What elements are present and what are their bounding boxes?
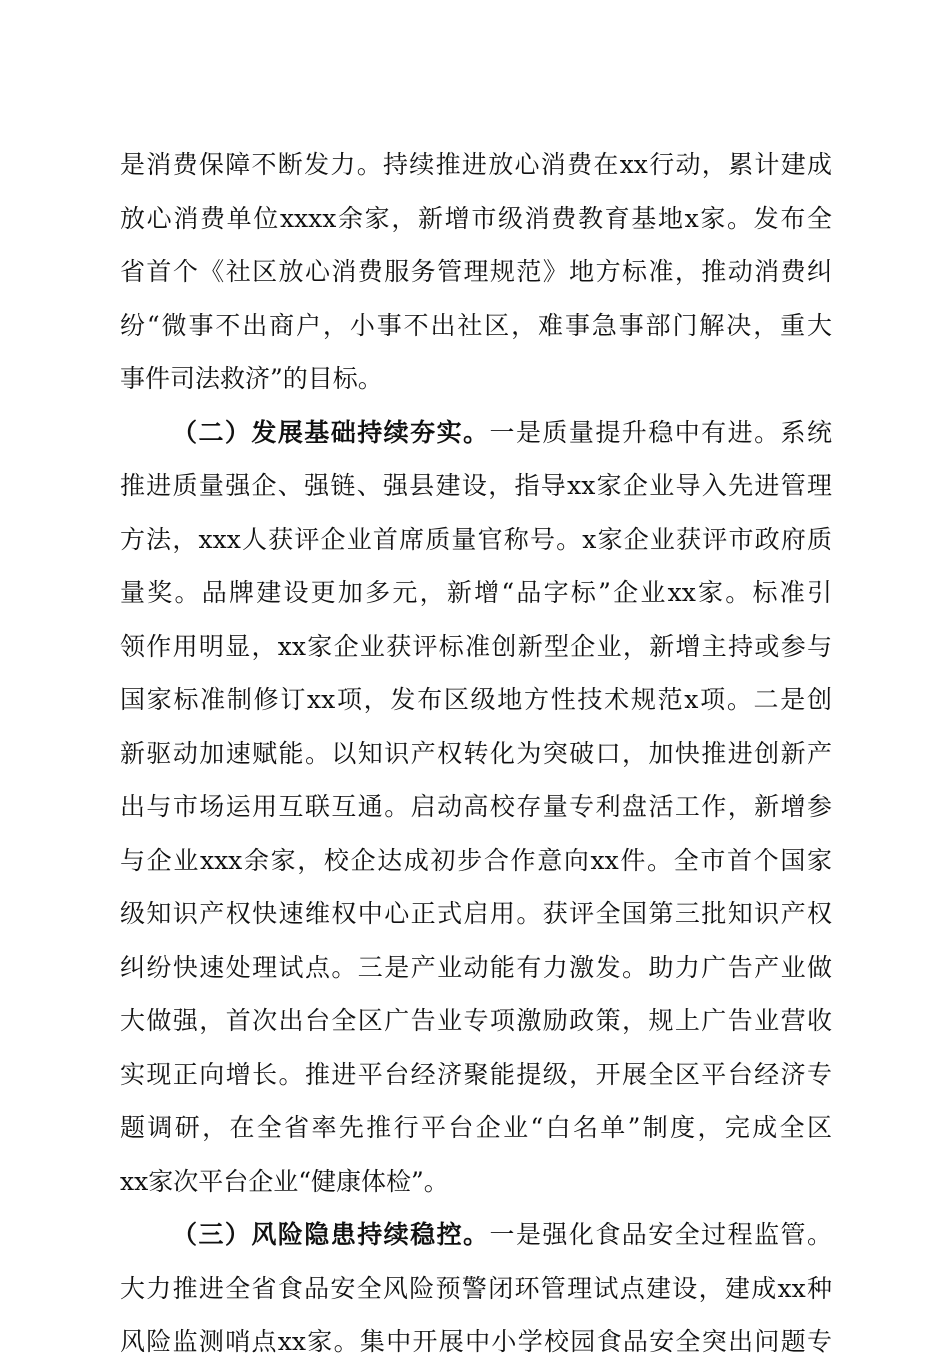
text-line: 大力推进全省食品安全风险预警闭环管理试点建设，建成xx种 [120,1273,832,1303]
text-run: 一是强化食品安全过程监管。 [489,1220,832,1249]
text-line: 大做强，首次出台全区广告业专项激励政策，规上广告业营收 [120,1006,832,1035]
text-line: 风险监测哨点xx家。集中开展中小学校园食品安全突出问题专 [120,1327,832,1356]
section-heading: （二）发展基础持续夯实。 [172,417,490,447]
text-line: 实现正向增长。推进平台经济聚能提级，开展全区平台经济专 [120,1059,832,1089]
document-body [120,138,832,1369]
text-line: 纠纷快速处理试点。三是产业动能有力激发。助力广告产业做 [120,952,832,982]
text-line: 与企业xxx余家，校企达成初步合作意向xx件。全市首个国家 [120,845,832,875]
paragraph-first-line [120,406,832,460]
text-line: 事件司法救济”的目标。 [120,364,383,393]
section-heading: （三）风险隐患持续稳控。 [172,1220,490,1249]
text-line: xx家次平台企业“健康体检”。 [120,1166,449,1196]
text-line: 放心消费单位xxxx余家，新增市级消费教育基地x家。发布全 [120,203,832,233]
text-line: 级知识产权快速维权中心正式启用。获评全国第三批知识产权 [120,899,832,928]
text-line: 推进质量强企、强链、强县建设，指导xx家企业导入先进管理 [120,471,832,500]
text-line: 量奖。品牌建设更加多元，新增“品字标”企业xx家。标准引 [120,578,832,607]
text-line: 领作用明显，xx家企业获评标准创新型企业，新增主持或参与 [120,631,832,661]
text-line: 新驱动加速赋能。以知识产权转化为突破口，加快推进创新产 [120,738,832,768]
text-run: 一是质量提升稳中有进。系统 [489,417,832,447]
text-line: 国家标准制修订xx项，发布区级地方性技术规范x项。二是创 [120,685,832,714]
text-line: 出与市场运用互联互通。启动高校存量专利盘活工作，新增参 [120,792,832,821]
text-line: 纷“微事不出商户，小事不出社区，难事急事部门解决，重大 [120,310,832,340]
text-line: 是消费保障不断发力。持续推进放心消费在xx行动，累计建成 [120,150,832,179]
text-line: 省首个《社区放心消费服务管理规范》地方标准，推动消费纠 [120,257,832,286]
text-line: 方法，xxx人获评企业首席质量官称号。x家企业获评市政府质 [120,524,832,554]
text-line: 题调研，在全省率先推行平台企业“白名单”制度，完成全区 [120,1113,832,1142]
paragraph-first-line [120,1208,832,1262]
